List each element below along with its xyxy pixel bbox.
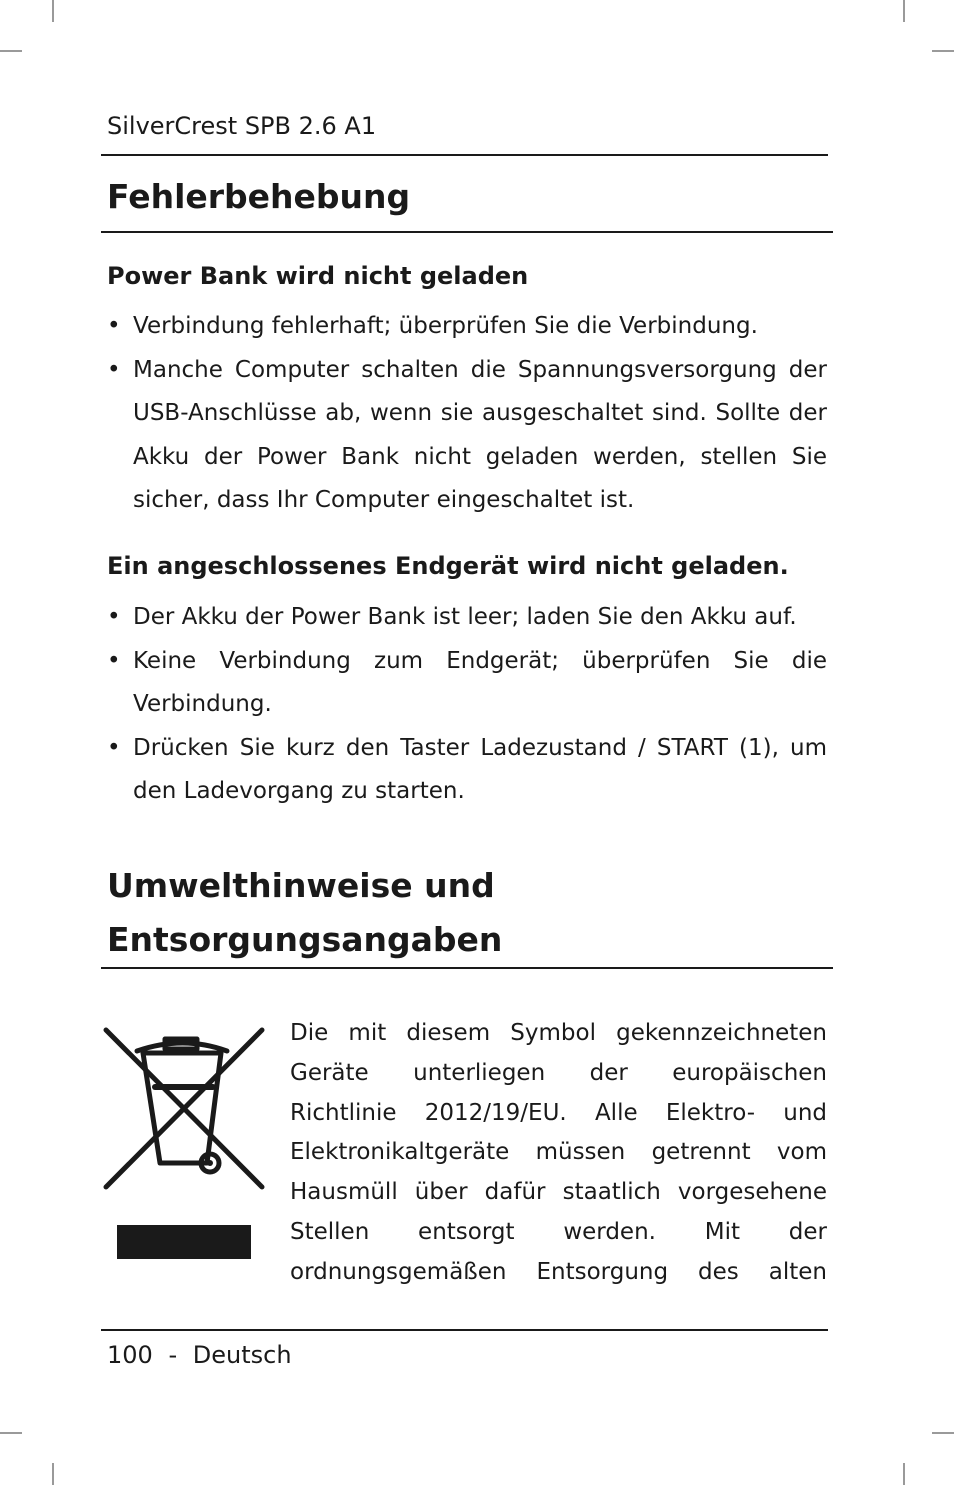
running-header: SilverCrest SPB 2.6 A1 <box>107 112 377 140</box>
list-item: • Keine Verbindung zum Endgerät; überprüfen Sie die Verbindung. <box>107 640 827 727</box>
footer-separator: - <box>168 1341 178 1369</box>
section-title-line: Umwelthinweise und <box>107 866 495 905</box>
section-rule <box>101 967 833 969</box>
section-title-fehlerbehebung: Fehlerbehebung <box>107 177 411 216</box>
crop-mark <box>903 0 905 22</box>
bullet-list-device-not-charging <box>107 596 827 814</box>
subheading-device-not-charging: Ein angeschlossenes Endgerät wird nicht geladen. <box>107 552 789 580</box>
crop-mark <box>903 1463 905 1485</box>
section-title-umwelthinweise <box>107 859 502 967</box>
bullet-list-not-charging <box>107 305 827 523</box>
crop-mark <box>0 50 22 52</box>
header-rule <box>101 154 828 156</box>
page-footer <box>107 1341 292 1369</box>
list-item: • Drücken Sie kurz den Taster Ladezustand / START (1), um den Ladevorgang zu starten. <box>107 727 827 814</box>
list-item: • Der Akku der Power Bank ist leer; laden Sie den Akku auf. <box>107 596 827 640</box>
section-title-line: Entsorgungsangaben <box>107 920 503 959</box>
list-item: • Manche Computer schalten die Spannungsversorgung der USB-Anschlüsse ab, wenn sie ausgeschaltet sind. Sollte der Akku der Power Bank nicht geladen werden, stellen Sie sicher, dass Ihr Computer eingeschaltet ist. <box>107 349 827 523</box>
disposal-paragraph: Die mit diesem Symbol gekennzeichneten Geräte unterliegen der europäischen Richtlinie 2012/19/EU. Alle Elektro- und Elektronikaltgeräte müssen getrennt vom Hausmüll über dafür staatlich vorgesehene Stellen entsorgt werden. Mit der ordnungsgemäßen Entsorgung des alten <box>290 1020 827 1285</box>
crop-mark <box>52 1463 54 1485</box>
crop-mark <box>0 1432 22 1434</box>
footer-rule <box>101 1329 828 1331</box>
crop-mark <box>932 1432 954 1434</box>
footer-language: Deutsch <box>192 1341 292 1369</box>
crop-mark <box>932 50 954 52</box>
crop-mark <box>52 0 54 22</box>
crossed-out-wheelie-bin-icon <box>103 1027 265 1263</box>
list-item: • Verbindung fehlerhaft; überprüfen Sie die Verbindung. <box>107 305 827 349</box>
page-number: 100 <box>107 1341 153 1369</box>
subheading-not-charging: Power Bank wird nicht geladen <box>107 262 529 290</box>
section-rule <box>101 231 833 233</box>
